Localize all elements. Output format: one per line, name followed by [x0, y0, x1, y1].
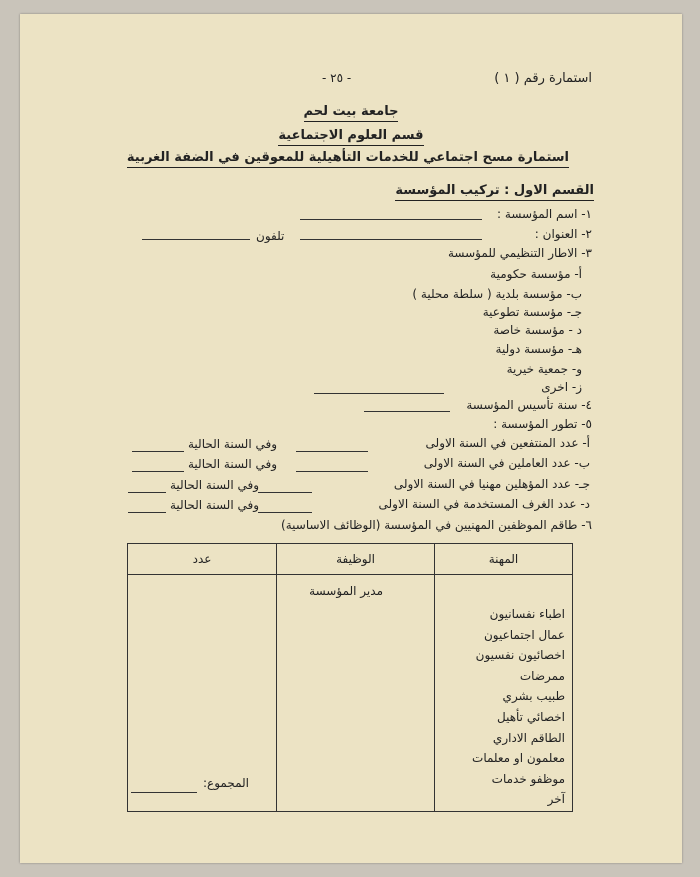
question-development: ٥- تطور المؤسسة :	[493, 417, 592, 431]
workers-current-label: وفي السنة الحالية	[188, 457, 278, 471]
profession-item: اطباء نفسانيون	[489, 607, 565, 621]
header-profession: المهنة	[435, 544, 573, 575]
total-label: المجموع:	[203, 776, 250, 790]
rooms-first-year: د- عدد الغرف المستخدمة في السنة الاولى	[378, 497, 590, 511]
total-answer-line[interactable]	[131, 792, 197, 793]
option-international[interactable]: هـ- مؤسسة دولية	[495, 342, 582, 356]
profession-item: آخر	[547, 792, 565, 807]
question-address: ٢- العنوان :	[534, 227, 592, 241]
profession-item: طبيب بشري	[502, 689, 565, 704]
option-charitable[interactable]: و- جمعية خيرية	[506, 362, 582, 376]
qualified-current-label: وفي السنة الحالية	[170, 478, 260, 492]
address-answer-line[interactable]	[300, 239, 482, 240]
profession-item: عمال اجتماعيون	[483, 627, 565, 642]
staff-table	[127, 543, 573, 812]
beneficiaries-first-year: أ- عدد المنتفعين في السنة الاولى	[425, 436, 590, 450]
survey-title	[127, 150, 569, 165]
job-column[interactable]	[277, 575, 435, 812]
option-governmental[interactable]: أ- مؤسسة حكومية	[490, 267, 582, 281]
phone-label: تلفون	[256, 229, 285, 243]
university-title	[266, 104, 436, 119]
rooms-current-line[interactable]	[128, 512, 166, 513]
founding-year-line[interactable]	[364, 411, 450, 412]
question-founding-year: ٤- سنة تأسيس المؤسسة	[466, 398, 592, 412]
option-private[interactable]: د - مؤسسة خاصة	[493, 323, 582, 337]
count-column[interactable]	[128, 575, 277, 812]
qualified-first-year: جـ- عدد المؤهلين مهنيا في السنة الاولى	[393, 477, 590, 491]
form-number: استمارة رقم ( ١ )	[494, 71, 592, 86]
qualified-first-line[interactable]	[258, 492, 312, 493]
workers-first-year: ب- عدد العاملين في السنة الاولى	[423, 456, 590, 470]
qualified-current-line[interactable]	[128, 492, 166, 493]
other-answer-line[interactable]	[314, 393, 444, 394]
profession-item: اخصائي تأهيل	[496, 709, 565, 724]
rooms-current-label: وفي السنة الحالية	[170, 498, 260, 512]
university-name: جامعة بيت لحم	[304, 104, 399, 122]
profession-item: اخصائيون نفسيون	[475, 648, 565, 663]
profession-item: الطاقم الاداري	[492, 730, 565, 745]
department-name: قسم العلوم الاجتماعية	[278, 128, 423, 146]
rooms-first-line[interactable]	[258, 512, 312, 513]
section-heading-text: القسم الاول : تركيب المؤسسة	[395, 183, 594, 201]
name-answer-line[interactable]	[300, 219, 482, 220]
profession-item: معلمون او معلمات	[472, 751, 565, 766]
beneficiaries-current-line[interactable]	[132, 451, 184, 452]
workers-first-line[interactable]	[296, 471, 368, 472]
option-other[interactable]: ز- اخرى	[541, 380, 582, 394]
beneficiaries-first-line[interactable]	[296, 451, 368, 452]
question-org-framework: ٣- الاطار التنظيمي للمؤسسة	[447, 246, 592, 260]
section-heading	[395, 183, 594, 198]
header-count: عدد	[128, 544, 277, 575]
department-title	[246, 128, 456, 143]
header-job: الوظيفة	[277, 544, 435, 575]
option-municipal[interactable]: ب- مؤسسة بلدية ( سلطة محلية )	[412, 287, 582, 301]
question-name: ١- اسم المؤسسة :	[497, 207, 592, 221]
job-entry: مدير المؤسسة	[309, 584, 383, 598]
option-voluntary[interactable]: جـ- مؤسسة تطوعية	[482, 305, 582, 319]
workers-current-line[interactable]	[132, 471, 184, 472]
beneficiaries-current-label: وفي السنة الحالية	[188, 437, 278, 451]
profession-column	[435, 575, 573, 812]
phone-answer-line[interactable]	[142, 239, 250, 240]
profession-item: ممرضات	[519, 668, 565, 683]
survey-name: استمارة مسح اجتماعي للخدمات التأهيلية للمعوقين في الضفة الغربية	[127, 150, 569, 168]
question-staff: ٦- طاقم الموظفين المهنيين في المؤسسة (الوظائف الاساسية)	[281, 518, 592, 532]
profession-item: موظفو خدمات	[491, 771, 565, 786]
page-number: - ٢٥ -	[322, 71, 352, 85]
